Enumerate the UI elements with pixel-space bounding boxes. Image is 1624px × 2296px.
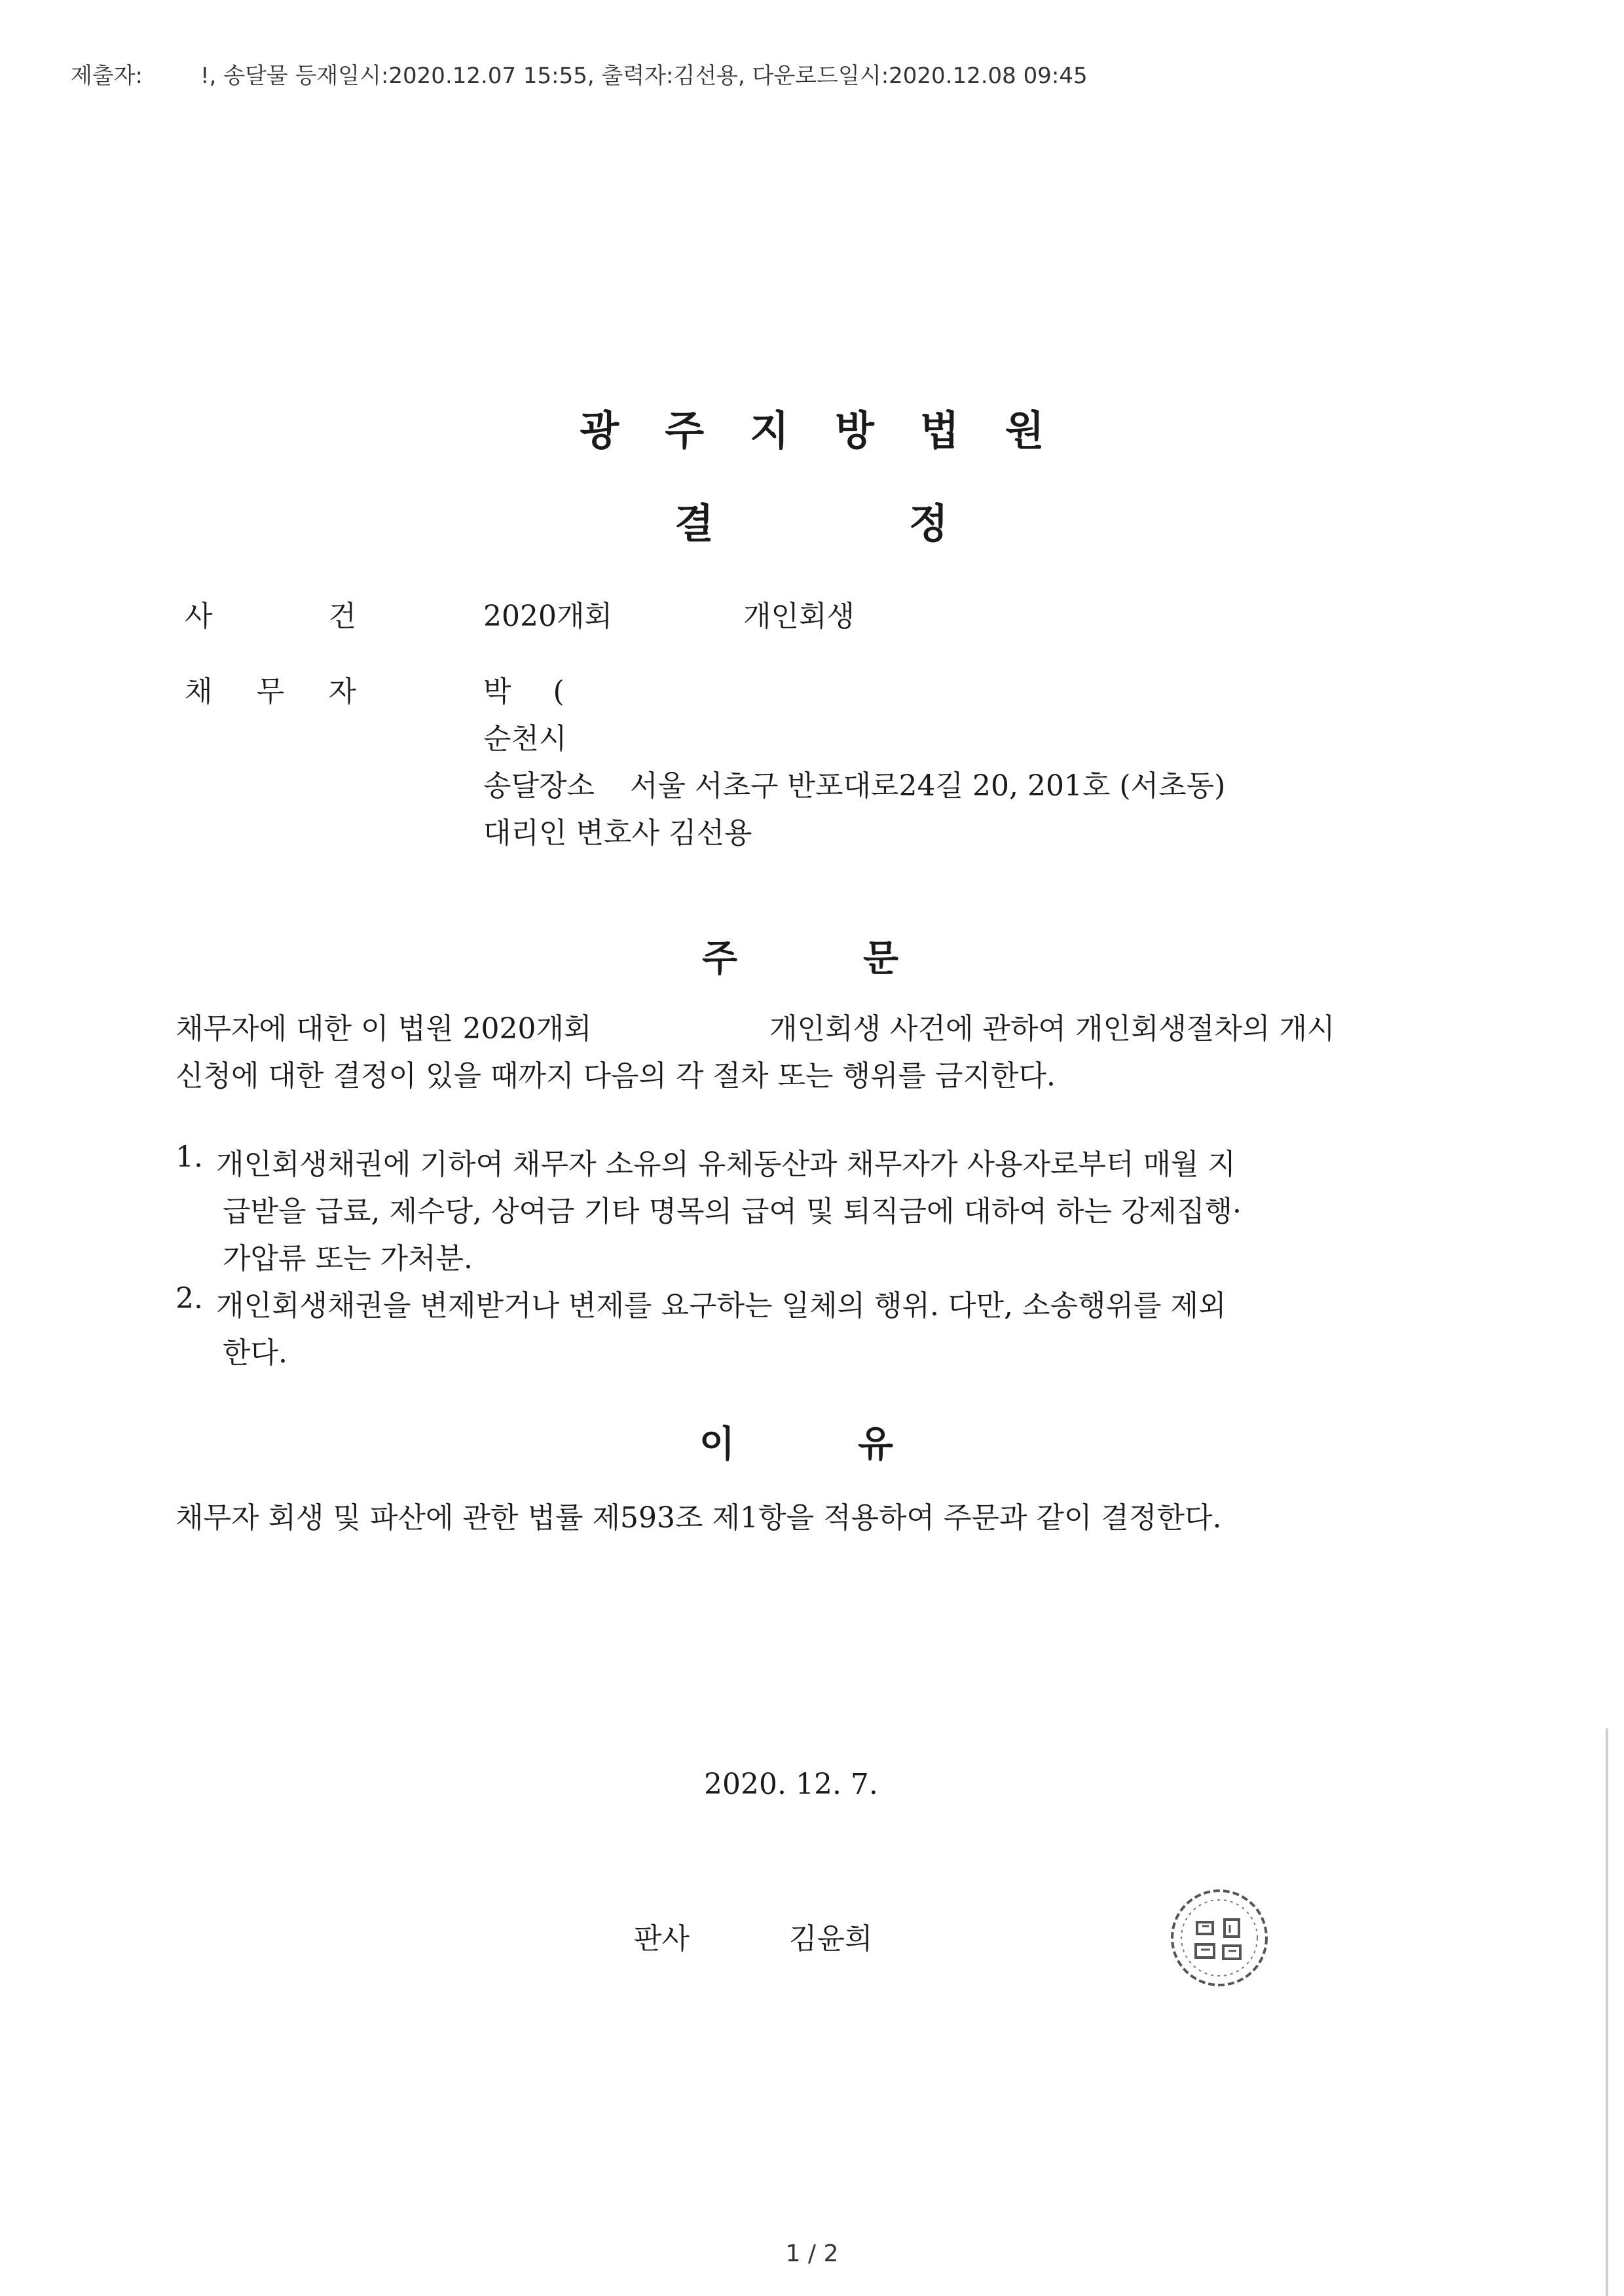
court-title: 광주지방법원 <box>580 407 1090 454</box>
case-number: 2020개회 <box>483 600 612 633</box>
case-label-char: 사 <box>185 600 213 633</box>
order-heading-second: 문 <box>863 938 899 980</box>
decision-date: 2020. 12. 7. <box>704 1768 878 1801</box>
debtor-label-char: 채 <box>185 675 213 708</box>
reason-heading-first: 이 <box>699 1423 735 1466</box>
reason-text: 채무자 회생 및 파산에 관한 법률 제593조 제1항을 적용하여 주문과 같이 결정한다. <box>175 1501 1222 1535</box>
case-label <box>185 592 356 634</box>
order-item-line: 급받을 급료, 제수당, 상여금 기타 명목의 급여 및 퇴직금에 대하여 하는 강제집행· <box>223 1195 1242 1228</box>
order-intro-line1a: 채무자에 대한 이 법원 2020개회 <box>175 1012 592 1046</box>
order-item-number: 2. <box>175 1282 203 1315</box>
scan-edge <box>1606 1728 1608 2296</box>
judge-title: 판사 <box>634 1922 690 1956</box>
service-label: 송달장소 <box>483 769 595 803</box>
case-type: 개인회생 <box>743 600 855 633</box>
judge-name: 김윤희 <box>789 1922 873 1956</box>
order-intro-line1b: 개인회생 사건에 관하여 개인회생절차의 개시 <box>769 1012 1335 1046</box>
print-header-details: !, 송달물 등재일시:2020.12.07 15:55, 출력자:김선용, 다운로드일시:2020.12.08 09:45 <box>200 63 1088 89</box>
order-intro-line2: 신청에 대한 결정이 있을 때까지 다음의 각 절차 또는 행위를 금지한다. <box>175 1059 1056 1093</box>
debtor-label-char: 자 <box>328 675 356 708</box>
print-header <box>71 58 1088 90</box>
debtor-agent: 대리인 변호사 김선용 <box>483 816 752 850</box>
order-heading-first: 주 <box>702 938 738 980</box>
order-item-number: 1. <box>175 1140 203 1174</box>
service-address: 서울 서초구 반포대로24길 20, 201호 (서초동) <box>630 769 1226 803</box>
doc-type-first: 결 <box>674 500 714 547</box>
order-item-line: 개인회생채권을 변제받거나 변제를 요구하는 일체의 행위. 다만, 소송행위를 제외 <box>216 1289 1227 1322</box>
reason-heading-second: 유 <box>858 1423 894 1466</box>
debtor-name: 박 ( <box>483 675 564 708</box>
page-number: 1 / 2 <box>785 2240 839 2267</box>
judge-seal-icon <box>1164 1883 1274 1993</box>
submitter-label: 제출자: <box>71 63 143 89</box>
order-item-line: 한다. <box>223 1336 287 1370</box>
order-item-line: 개인회생채권에 기하여 채무자 소유의 유체동산과 채무자가 사용자로부터 매월 지 <box>216 1148 1236 1181</box>
order-item-line: 가압류 또는 가처분. <box>223 1242 473 1275</box>
debtor-label-char: 무 <box>256 675 285 708</box>
case-label-char: 건 <box>328 600 356 633</box>
doc-type-second: 정 <box>909 500 948 547</box>
debtor-address: 순천시 <box>483 722 567 756</box>
debtor-label <box>185 668 356 710</box>
